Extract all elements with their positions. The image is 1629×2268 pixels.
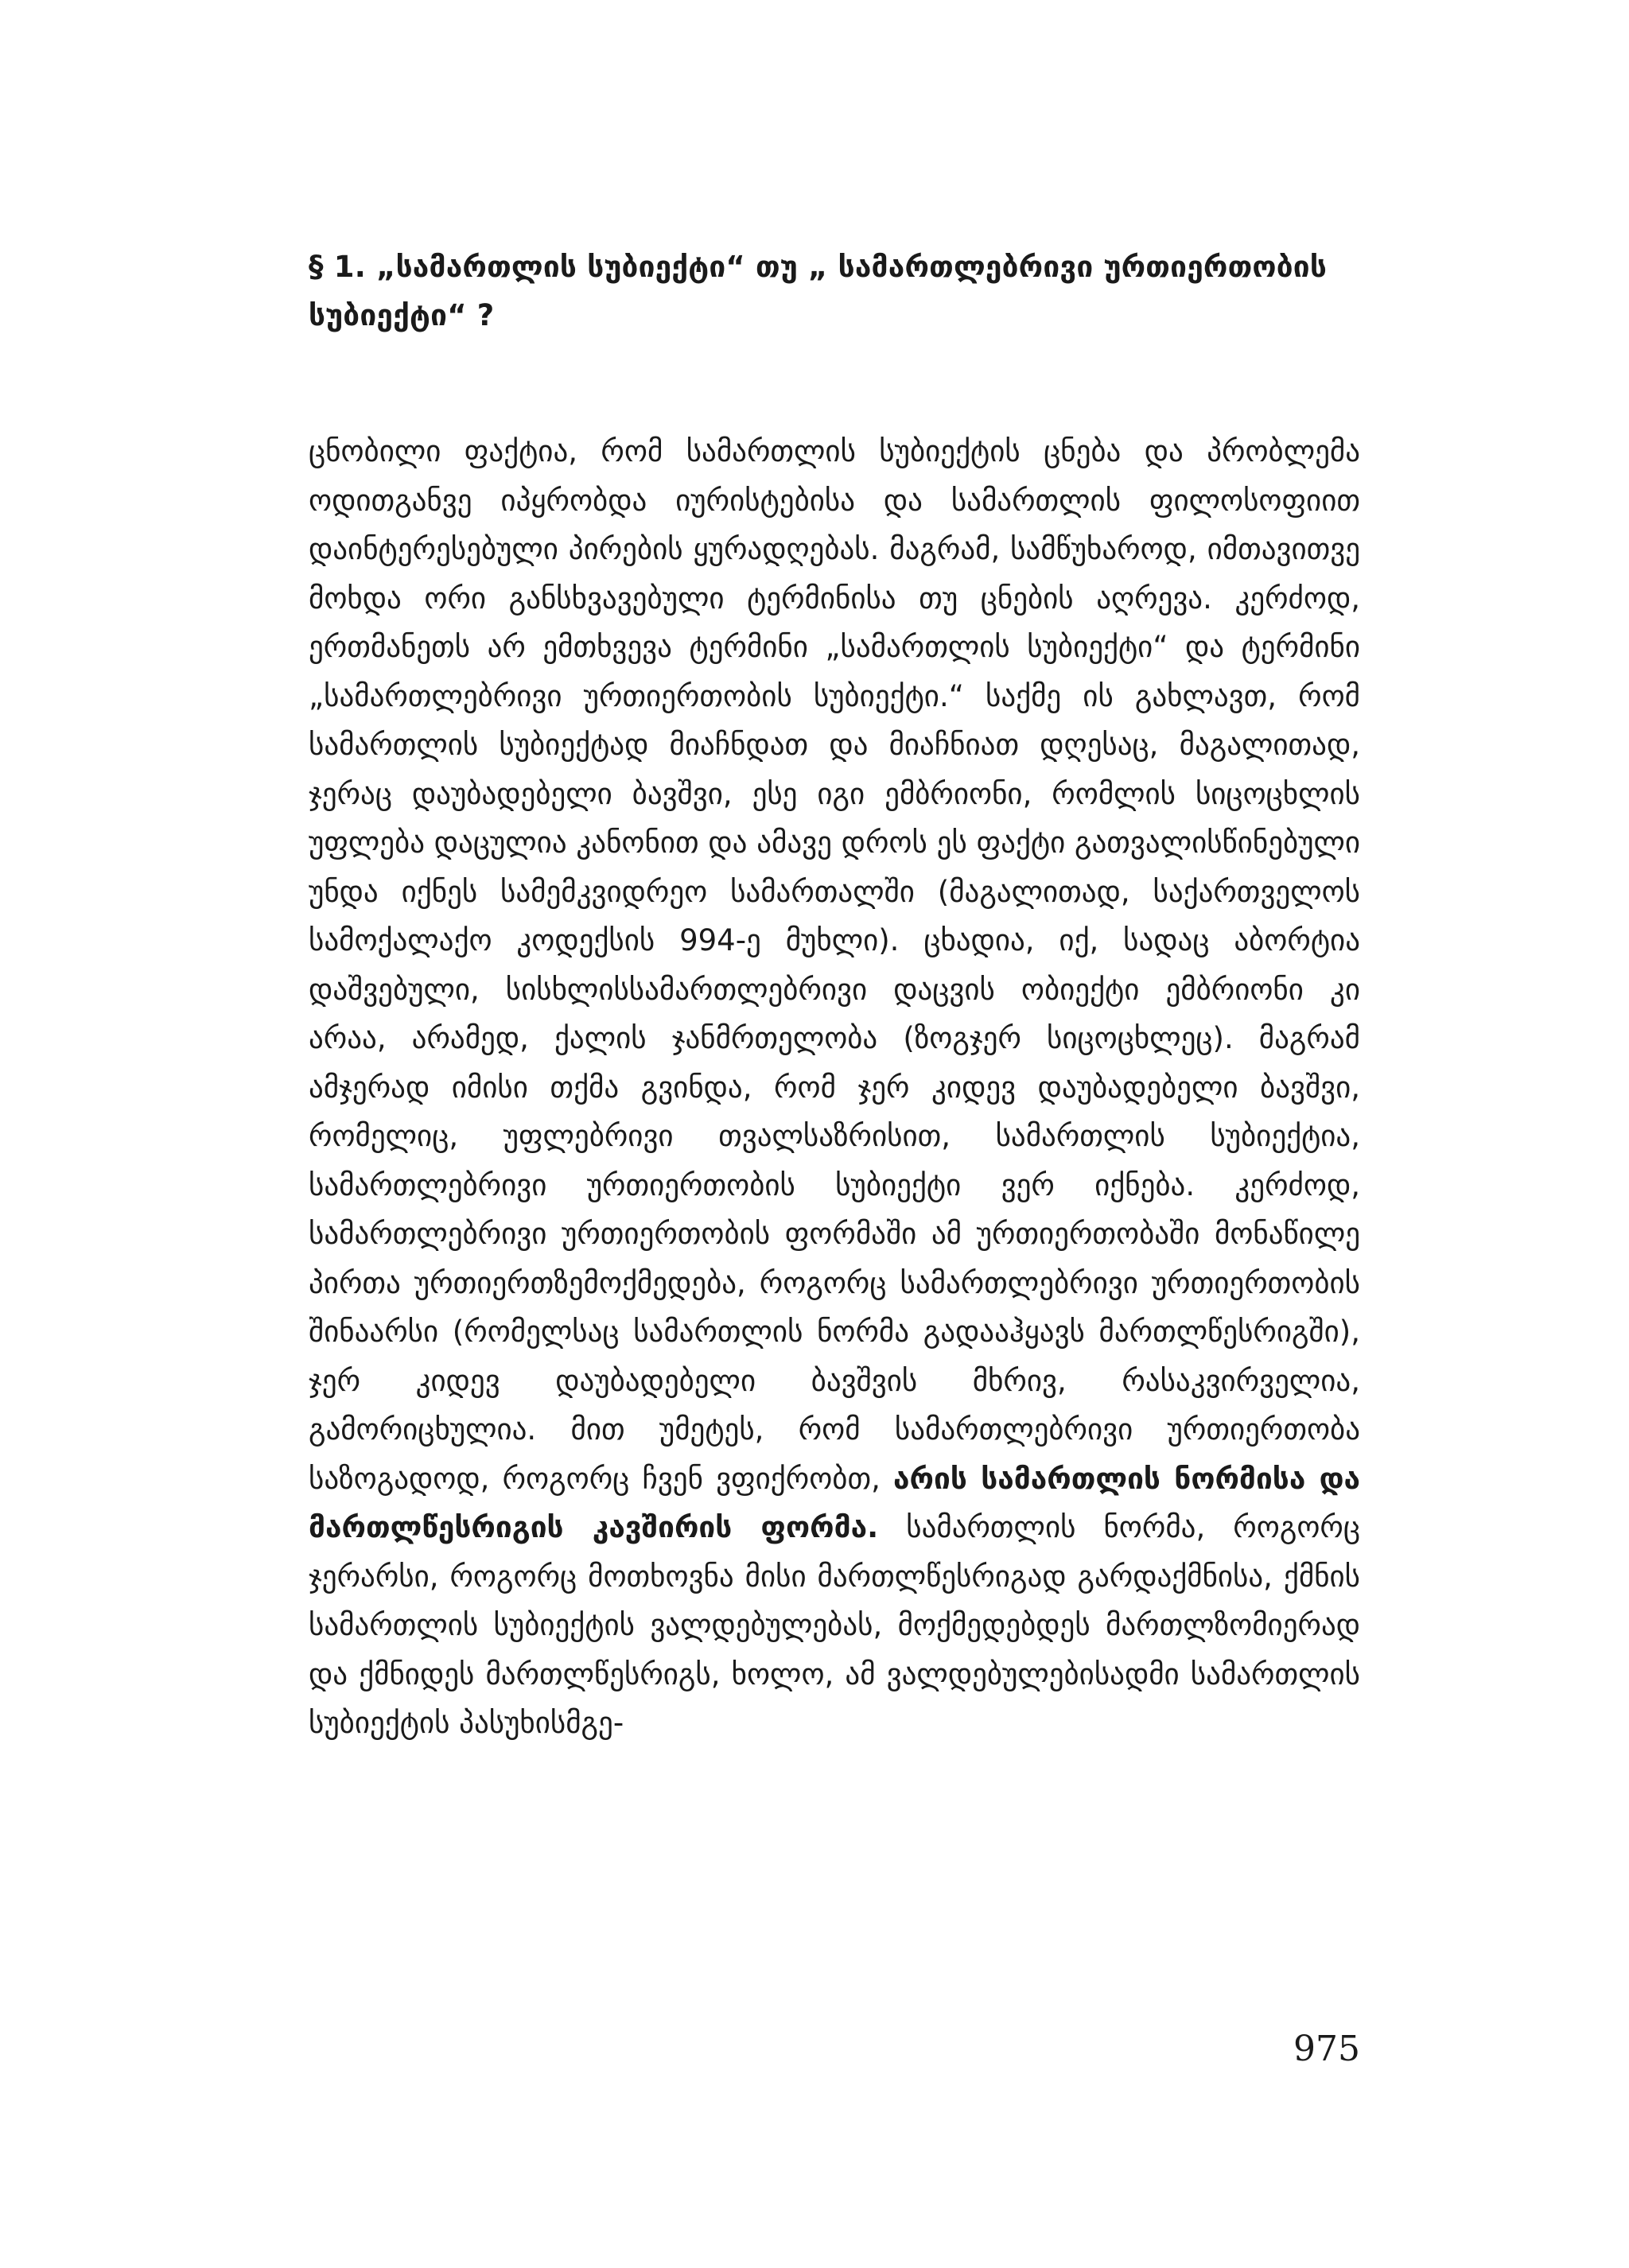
page-content (309, 243, 1360, 1748)
body-text-part-1: ცნობილი ფაქტია, რომ სამართლის სუბიექტის ცნება და პრობლემა ოდითგანვე იპყრობდა იურისტებისა და სამართლის ფილოსოფიით დაინტერესებული პირების ყურადღებას. მაგრამ, სამწუხაროდ, იმთავითვე მოხდა ორი განსხვავებული ტერმინისა თუ ცნების აღრევა. კერძოდ, ერთმანეთს არ ემთხვევა ტერმინი „სამართლის სუბიექტი“ და ტერმინი „სამართლებრივი ურთიერთობის სუბიექტი.“ საქმე ის გახლავთ, რომ სამართლის სუბიექტად მიაჩნდათ და მიაჩნიათ დღესაც, მაგალითად, ჯერაც დაუბადებელი ბავშვი, ესე იგი ემბრიონი, რომლის სიცოცხლის უფლება დაცულია კანონით და ამავე დროს ეს ფაქტი გათვალისწინებული უნდა იქნეს სამემკვიდრეო სამართალში (მაგალითად, საქართველოს სამოქალაქო კოდექსის 994-ე მუხლი). ცხადია, იქ, სადაც აბორტია დაშვებული, სისხლისსამართლებრივი დაცვის ობიექტი ემბრიონი კი არაა, არამედ, ქალის ჯანმრთელობა (ზოგჯერ სიცოცხლეც). მაგრამ ამჯერად იმისი თქმა გვინდა, რომ ჯერ კიდევ დაუბადებელი ბავშვი, რომელიც, უფლებრივი თვალსაზრისით, სამართლის სუბიექტია, სამართლებრივი ურთიერთობის სუბიექტი ვერ იქნება. კერძოდ, სამართლებრივი ურთიერთობის ფორმაში ამ ურთიერთობაში მონაწილე პირთა ურთიერთზემოქმედება, როგორც სამართლებრივი ურთიერთობის შინაარსი (რომელსაც სამართლის ნორმა გადააჰყავს მართლწესრიგში), ჯერ კიდევ დაუბადებელი ბავშვის მხრივ, რასაკვირველია, გამორიცხულია. მით უმეტეს, რომ სამართლებრივი ურთიერთობა საზოგადოდ, როგორც ჩვენ ვფიქრობთ, (309, 434, 1360, 1496)
page-number: 975 (1293, 2029, 1360, 2069)
body-text-part-2: სამართლის ნორმა, როგორც ჯერარსი, როგორც მოთხოვნა მისი მართლწესრიგად გარდაქმნისა, ქმნის სამართლის სუბიექტის ვალდებულებას, მოქმედებდეს მართლზომიერად და ქმნიდეს მართლწესრიგს, ხოლო, ამ ვალდებულებისადმი სამართლის სუბიექტის პასუხისმგე- (309, 1510, 1360, 1740)
body-paragraph (309, 427, 1360, 1748)
bold-definition: არის სამართლის ნორმისა და მართლწესრიგის კავშირის ფორმა. (309, 1461, 1360, 1544)
section-heading: § 1. „სამართლის სუბიექტი“ თუ „ სამართლებრივი ურთიერთობის სუბიექტი“ ? (309, 250, 1328, 332)
